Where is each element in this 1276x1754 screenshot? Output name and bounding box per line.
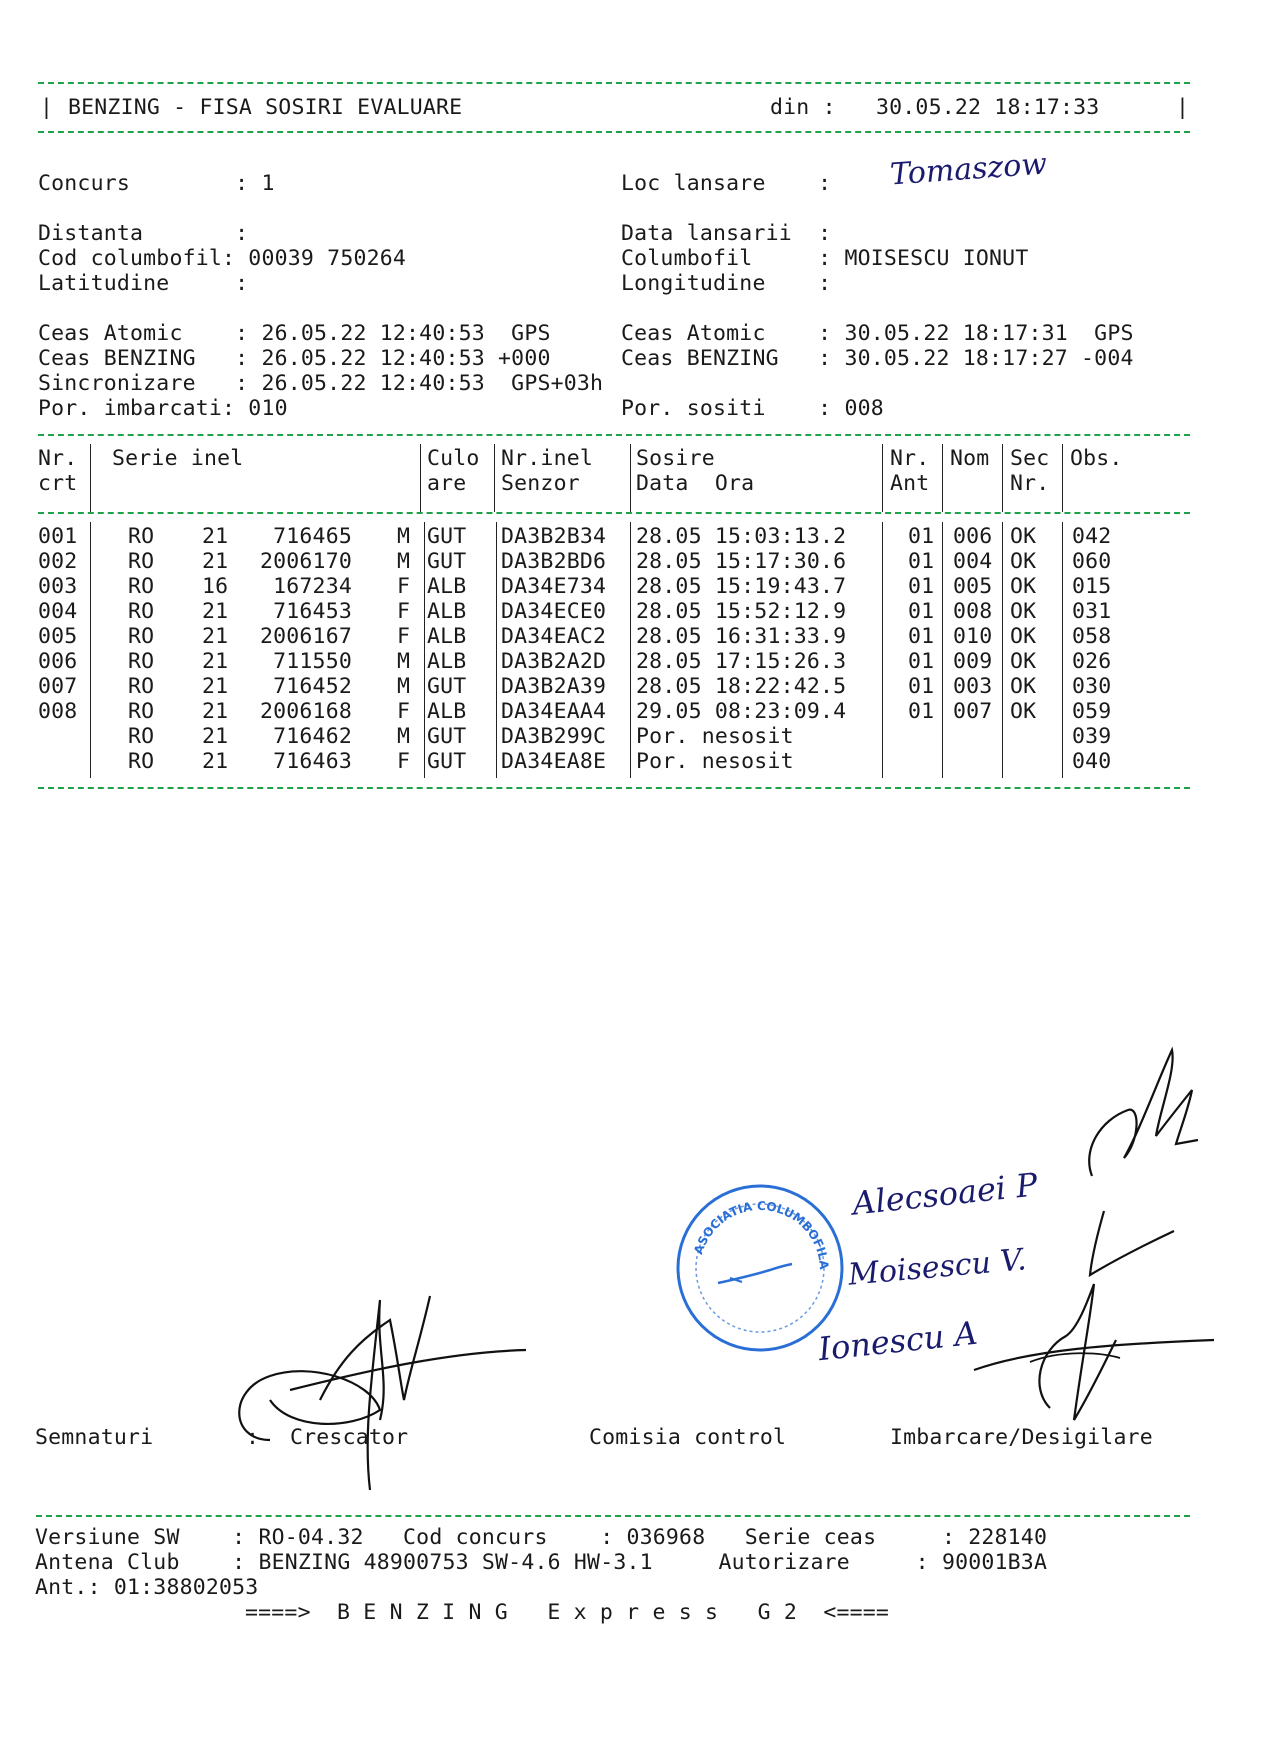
cell-inel: 716453 <box>273 599 352 624</box>
col-sep <box>882 444 883 512</box>
cell-culoare: GUT <box>427 524 467 549</box>
cell-sex: M <box>397 724 411 749</box>
longitudine-field: Longitudine : <box>621 271 832 296</box>
col-sep <box>1062 522 1063 778</box>
col-sep <box>630 522 631 778</box>
cell-culoare: GUT <box>427 549 467 574</box>
cell-sec: OK <box>1010 624 1037 649</box>
por-sositi-field: Por. sositi : 008 <box>621 396 884 421</box>
cell-nom: 004 <box>953 549 993 574</box>
th-nr-2: crt <box>38 471 78 496</box>
cell-inel: 2006167 <box>259 624 352 649</box>
cell-sex: F <box>397 624 411 649</box>
cell-ant: 01 <box>908 699 935 724</box>
cell-nr: 005 <box>38 624 78 649</box>
cell-an: 21 <box>202 624 229 649</box>
cell-nr: 006 <box>38 649 78 674</box>
cell-nom: 006 <box>953 524 993 549</box>
signature-committee-1 <box>1080 1040 1200 1180</box>
cell-an: 21 <box>202 724 229 749</box>
th-nom: Nom <box>950 446 990 471</box>
col-sep <box>1062 444 1063 512</box>
cell-ant: 01 <box>908 649 935 674</box>
stamp-text: ASOCIATIA COLUMBOFILA <box>691 1198 832 1271</box>
th-nrinel-1: Nr.inel <box>501 446 594 471</box>
th-obs: Obs. <box>1070 446 1123 471</box>
th-sec-1: Sec <box>1010 446 1050 471</box>
cell-inel: 716463 <box>273 749 352 774</box>
cell-obs: 040 <box>1072 749 1112 774</box>
cell-tara: RO <box>128 699 155 724</box>
cell-sex: F <box>397 699 411 724</box>
cell-tara: RO <box>128 524 155 549</box>
ceas-atomic-start: Ceas Atomic : 26.05.22 12:40:53 GPS <box>38 321 551 346</box>
col-sep <box>1002 522 1003 778</box>
cell-nom: 003 <box>953 674 993 699</box>
cell-obs: 042 <box>1072 524 1112 549</box>
cell-tara: RO <box>128 574 155 599</box>
cell-tara: RO <box>128 724 155 749</box>
cell-sec: OK <box>1010 574 1037 599</box>
signature-crescator <box>230 1280 530 1500</box>
cell-senzor: DA3B2A2D <box>501 649 607 674</box>
cell-ant: 01 <box>908 624 935 649</box>
latitudine-field: Latitudine : <box>38 271 249 296</box>
cell-senzor: DA34EA8E <box>501 749 607 774</box>
th-sosire-1: Sosire <box>636 446 715 471</box>
cell-obs: 059 <box>1072 699 1112 724</box>
ant-line: Ant.: 01:38802053 <box>35 1575 259 1600</box>
cell-nom: 009 <box>953 649 993 674</box>
din-label: din : <box>770 95 836 120</box>
distanta-field: Distanta : <box>38 221 249 246</box>
th-sec-2: Nr. <box>1010 471 1050 496</box>
cell-senzor: DA3B2A39 <box>501 674 607 699</box>
cell-sex: M <box>397 649 411 674</box>
th-nr-1: Nr. <box>38 446 78 471</box>
cell-an: 21 <box>202 549 229 574</box>
cell-an: 21 <box>202 649 229 674</box>
header-right-bar: | <box>1176 95 1190 120</box>
col-sep <box>90 444 91 512</box>
table-bottom-rule <box>38 787 1190 789</box>
cell-sec: OK <box>1010 599 1037 624</box>
cell-an: 21 <box>202 599 229 624</box>
table-header-rule <box>38 512 1190 514</box>
cell-tara: RO <box>128 749 155 774</box>
cell-tara: RO <box>128 549 155 574</box>
cell-tara: RO <box>128 599 155 624</box>
crescator-label: Crescator <box>290 1425 409 1450</box>
th-ant-2: Ant <box>890 471 930 496</box>
cell-sosire: 28.05 15:03:13.2 <box>636 524 847 549</box>
cell-nom: 005 <box>953 574 993 599</box>
cell-ant: 01 <box>908 574 935 599</box>
cell-inel: 167234 <box>273 574 352 599</box>
comisia-control-label: Comisia control <box>589 1425 787 1450</box>
cell-tara: RO <box>128 649 155 674</box>
th-serie: Serie inel <box>112 446 244 471</box>
cell-senzor: DA3B299C <box>501 724 607 749</box>
cell-nr: 001 <box>38 524 78 549</box>
cod-columbofil-field: Cod columbofil: 00039 750264 <box>38 246 407 271</box>
cell-sex: F <box>397 599 411 624</box>
cell-senzor: DA3B2BD6 <box>501 549 607 574</box>
th-culoare-1: Culo <box>427 446 480 471</box>
cell-tara: RO <box>128 674 155 699</box>
cell-an: 21 <box>202 699 229 724</box>
columbofil-field: Columbofil : MOISESCU IONUT <box>621 246 1029 271</box>
cell-an: 16 <box>202 574 229 599</box>
cell-nr: 004 <box>38 599 78 624</box>
cell-sosire: 28.05 17:15:26.3 <box>636 649 847 674</box>
cell-culoare: GUT <box>427 674 467 699</box>
th-culoare-2: are <box>427 471 467 496</box>
cell-inel: 2006170 <box>259 549 352 574</box>
cell-tara: RO <box>128 624 155 649</box>
col-sep <box>494 444 495 512</box>
page-title: BENZING - FISA SOSIRI EVALUARE <box>68 95 463 120</box>
cell-culoare: GUT <box>427 749 467 774</box>
signature-committee-3 <box>970 1280 1220 1430</box>
cell-sosire: 28.05 15:52:12.9 <box>636 599 847 624</box>
header-dashed-rule <box>38 131 1190 133</box>
cell-sosire: 29.05 08:23:09.4 <box>636 699 847 724</box>
col-sep <box>90 522 91 778</box>
cell-senzor: DA3B2B34 <box>501 524 607 549</box>
footer-dashed-rule <box>36 1515 1190 1517</box>
cell-an: 21 <box>202 749 229 774</box>
col-sep <box>942 522 943 778</box>
cell-obs: 015 <box>1072 574 1112 599</box>
cell-inel: 716462 <box>273 724 352 749</box>
committee-name-2: Moisescu V. <box>846 1242 1028 1293</box>
cell-sosire: 28.05 15:17:30.6 <box>636 549 847 574</box>
cell-sosire: 28.05 18:22:42.5 <box>636 674 847 699</box>
cell-obs: 039 <box>1072 724 1112 749</box>
col-sep <box>942 444 943 512</box>
col-sep <box>496 522 497 778</box>
cell-senzor: DA34EAA4 <box>501 699 607 724</box>
cell-sec: OK <box>1010 649 1037 674</box>
cell-sex: F <box>397 749 411 774</box>
cell-sex: M <box>397 524 411 549</box>
th-nrinel-2: Senzor <box>501 471 580 496</box>
cell-nom: 010 <box>953 624 993 649</box>
committee-name-3: Ionescu A <box>816 1313 980 1369</box>
cell-senzor: DA34E734 <box>501 574 607 599</box>
cell-senzor: DA34ECE0 <box>501 599 607 624</box>
ceas-atomic-end: Ceas Atomic : 30.05.22 18:17:31 GPS <box>621 321 1134 346</box>
svg-text:ASOCIATIA COLUMBOFILA <box>691 1199 831 1271</box>
versiune-sw-line: Versiune SW : RO-04.32 Cod concurs : 036968 Serie ceas : 228140 <box>35 1525 1048 1550</box>
cell-ant: 01 <box>908 524 935 549</box>
cell-inel: 2006168 <box>259 699 352 724</box>
cell-culoare: ALB <box>427 649 467 674</box>
sincronizare-field: Sincronizare : 26.05.22 12:40:53 GPS+03h <box>38 371 604 396</box>
cell-culoare: ALB <box>427 574 467 599</box>
col-sep <box>882 522 883 778</box>
cell-culoare: ALB <box>427 599 467 624</box>
cell-obs: 060 <box>1072 549 1112 574</box>
cell-senzor: DA34EAC2 <box>501 624 607 649</box>
header-left-bar: | <box>40 95 54 120</box>
cell-sec: OK <box>1010 524 1037 549</box>
benzing-brand-line: ====> B E N Z I N G E x p r e s s G 2 <==== <box>245 1600 890 1625</box>
cell-sosire: Por. nesosit <box>636 749 794 774</box>
cell-culoare: GUT <box>427 724 467 749</box>
cell-obs: 030 <box>1072 674 1112 699</box>
ceas-benzing-start: Ceas BENZING : 26.05.22 12:40:53 +000 <box>38 346 551 371</box>
cell-an: 21 <box>202 674 229 699</box>
cell-sosire: 28.05 16:31:33.9 <box>636 624 847 649</box>
cell-culoare: ALB <box>427 624 467 649</box>
loc-lansare-field: Loc lansare : <box>621 171 832 196</box>
cell-obs: 031 <box>1072 599 1112 624</box>
semnaturi-label: Semnaturi <box>35 1425 154 1450</box>
concurs-field: Concurs : 1 <box>38 171 275 196</box>
imbarcare-desigilare-label: Imbarcare/Desigilare <box>890 1425 1153 1450</box>
antena-club-line: Antena Club : BENZING 48900753 SW-4.6 HW-3.1 Autorizare : 90001B3A <box>35 1550 1048 1575</box>
signature-committee-2 <box>1070 1205 1180 1285</box>
col-sep <box>420 444 421 512</box>
cell-sosire: Por. nesosit <box>636 724 794 749</box>
committee-name-1: Alecsoaei P <box>850 1165 1040 1223</box>
cell-sec: OK <box>1010 549 1037 574</box>
cell-ant: 01 <box>908 549 935 574</box>
loc-lansare-handwritten: Tomaszow <box>888 146 1049 193</box>
cell-nr: 007 <box>38 674 78 699</box>
cell-sec: OK <box>1010 674 1037 699</box>
semnaturi-colon: : <box>246 1425 260 1450</box>
por-imbarcati-field: Por. imbarcati: 010 <box>38 396 288 421</box>
table-top-rule <box>38 434 1190 436</box>
cell-nr: 003 <box>38 574 78 599</box>
col-sep <box>424 522 425 778</box>
cell-sex: F <box>397 574 411 599</box>
cell-culoare: ALB <box>427 699 467 724</box>
col-sep <box>630 444 631 512</box>
top-dashed-rule <box>38 82 1190 84</box>
cell-sex: M <box>397 674 411 699</box>
cell-inel: 711550 <box>273 649 352 674</box>
cell-sosire: 28.05 15:19:43.7 <box>636 574 847 599</box>
th-ant-1: Nr. <box>890 446 930 471</box>
print-timestamp: 30.05.22 18:17:33 <box>876 95 1100 120</box>
cell-ant: 01 <box>908 599 935 624</box>
cell-nom: 007 <box>953 699 993 724</box>
col-sep <box>1002 444 1003 512</box>
cell-inel: 716452 <box>273 674 352 699</box>
ceas-benzing-end: Ceas BENZING : 30.05.22 18:17:27 -004 <box>621 346 1134 371</box>
cell-ant: 01 <box>908 674 935 699</box>
cell-obs: 058 <box>1072 624 1112 649</box>
data-lansarii-field: Data lansarii : <box>621 221 832 246</box>
cell-an: 21 <box>202 524 229 549</box>
cell-sec: OK <box>1010 699 1037 724</box>
cell-obs: 026 <box>1072 649 1112 674</box>
cell-sex: M <box>397 549 411 574</box>
cell-nr: 002 <box>38 549 78 574</box>
cell-nr: 008 <box>38 699 78 724</box>
cell-inel: 716465 <box>273 524 352 549</box>
cell-nom: 008 <box>953 599 993 624</box>
th-sosire-2: Data Ora <box>636 471 755 496</box>
